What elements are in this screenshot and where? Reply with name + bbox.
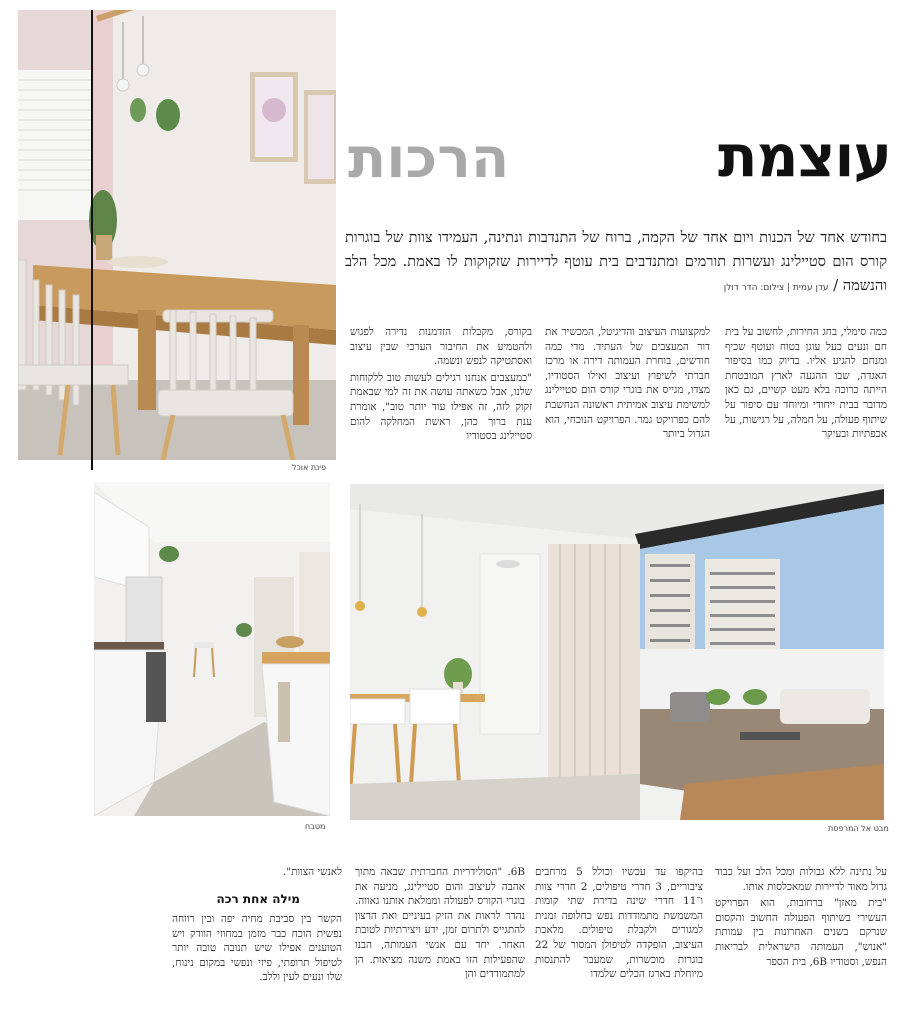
bottom-col1-p1: על נתינה ללא גבולות ומכל הלב ועל כבוד גדול מאוד לדיירות שמאכלסות אותו. <box>715 866 887 893</box>
lead-text: בחודש אחד של הכנות ויום אחד של הקמה, ברוח של התנדבות ונתינה, העמידו צוות של בוגרות קורס הום סטיילינג ועשרות תורמים ומתנדבים בית עוטף לדיירות שזקוקות לו באמת. מכל הלב והנשמה / <box>345 229 887 294</box>
balcony-photo <box>350 484 884 820</box>
bottom-column-4 <box>172 865 342 882</box>
dining-caption: פינת אוכל <box>292 463 327 472</box>
bottom-col4-p1: לאנשי הצוות". <box>282 866 342 878</box>
bottom-column-2 <box>535 865 703 984</box>
kitchen-caption: מטבח <box>305 822 326 831</box>
top-column-2 <box>545 325 710 444</box>
bottom-column-4b <box>172 912 342 987</box>
kitchen-photo <box>94 482 330 816</box>
bottom-col4-p2: הקשר בין סביבת מחיה יפה ובין רווחה נפשית הוכח כבר מזמן במחוזי הוודק ויש הטוענים אפילו שיש תנובה טובה יותר לטיפול תרופתי, פיזי ונפשי במקום נינוח, שלו ונעים לעין וללב. <box>172 913 342 984</box>
title-bold: עוצמת <box>718 122 891 190</box>
bottom-column-3 <box>355 865 525 984</box>
top-column-3 <box>350 325 532 446</box>
top-col1-text: כמה סימלי, בחג החירות, לחשוב על בית חם ונעים כעל עוגן בטוח ועוטף שכיף ומנחם להגיע אליו. בדיוק כמו בסיפור האגדה, שבו ההגעה לארץ המובטחת הייתה כרוכה בלא מעט קשיים, גם כאן מדובר בבית ייחודי ומיוחד עם סיפור על שיתוף פעולה, על חמלה, על רגישות, על אכפתיות ובעיקר <box>725 326 887 441</box>
divider-line <box>91 10 93 470</box>
lead-credit: עדן עמית | צילום: הדר דולן <box>723 283 829 293</box>
dining-room-illustration <box>18 10 336 460</box>
top-col3-p2: "כמעצבים אנחנו רגילים לעשות טוב ללקוחות שלנו, אבל כשאתה עושה את זה למי שבאמת זקוק לזה, זה אפילו עוד יותר טוב", אומרת ענת ברוך כהן, ראשת המחלקה להום סטיילינג בסטודיו <box>350 371 532 443</box>
lead-paragraph <box>345 226 887 300</box>
dining-room-photo <box>18 10 336 460</box>
section-subheading: מילה אחת רכה <box>216 892 300 906</box>
bottom-col2-text: בהיקפו עד עכשיו וכולל 5 מרחבים ציבוריים, 3 חדרי טיפולים, 2 חדרי צוות ו־11 חדרי שינה בדירת שתי קומות המשמשת מתמודדות נפש כחלופה זמנית למגורים ולקבלת טיפולים. מלאכת העיצוב, הופקדה לטיפולן המסור של 22 בוגרות מוכשרות, שמעבר להתנסות מיוחלת בארגז הכלים שלמדו <box>535 866 703 981</box>
kitchen-illustration <box>94 482 330 816</box>
balcony-caption: מבט אל המרפסת <box>828 824 889 833</box>
balcony-illustration <box>350 484 884 820</box>
bottom-column-1 <box>715 865 887 971</box>
top-col2-text: למקצועות העיצוב והדיגיטל, המכשיר את דור המעצבים של העתיד. מדי כמה חודשים, בוחרת העמותה דירה או מרכז חברתי לשיפוץ ועיצוב ואילו הסטודיו, מצדו, מגייס את בוגרי קורס הום סטיילינג למשימת עיצוב אמיתית ראשונה הנחשבת להם כפרויקט גמר. הפרויקט הנוכחי, הוא הגדול ביותר <box>545 326 710 441</box>
top-column-1 <box>725 325 887 444</box>
bottom-col3-text: 6B. "הסולידריות החברתית שבאה מתוך אהבה לעיצוב והום סטיילינג, מניעה את בוגרי הקורס לפעולה וממלאת אותנו גאווה. נהדר לראות את הזיק בעיניים ואת הרצון להתגייס ולתרום זמן, ידע ויצירתיות לטובת האחר. יחד עם אנשי העמותה, הבנו שהפעילות הזו באמת משנה מציאות. הן למתמודדים והן <box>355 866 525 981</box>
bottom-col1-p2: "בית מאזן" ברחובות, הוא הפרויקט העשירי בשיתוף הפעולה החשוב והקסום שנרקם בשנים האחרונות בין עמותת "אנוש", העמותה הישראלית לבריאות הנפש, וסטודיו 6B, בית הספר <box>715 897 887 968</box>
title-light: הרכות <box>348 126 510 191</box>
top-col3-p1: בקורס, מקבלות הזדמנות נדירה לפגוש ולהטמיע את החיבור הערכי שבין עיצוב ואסתטיקה לנפש ונשמה. <box>350 326 532 368</box>
